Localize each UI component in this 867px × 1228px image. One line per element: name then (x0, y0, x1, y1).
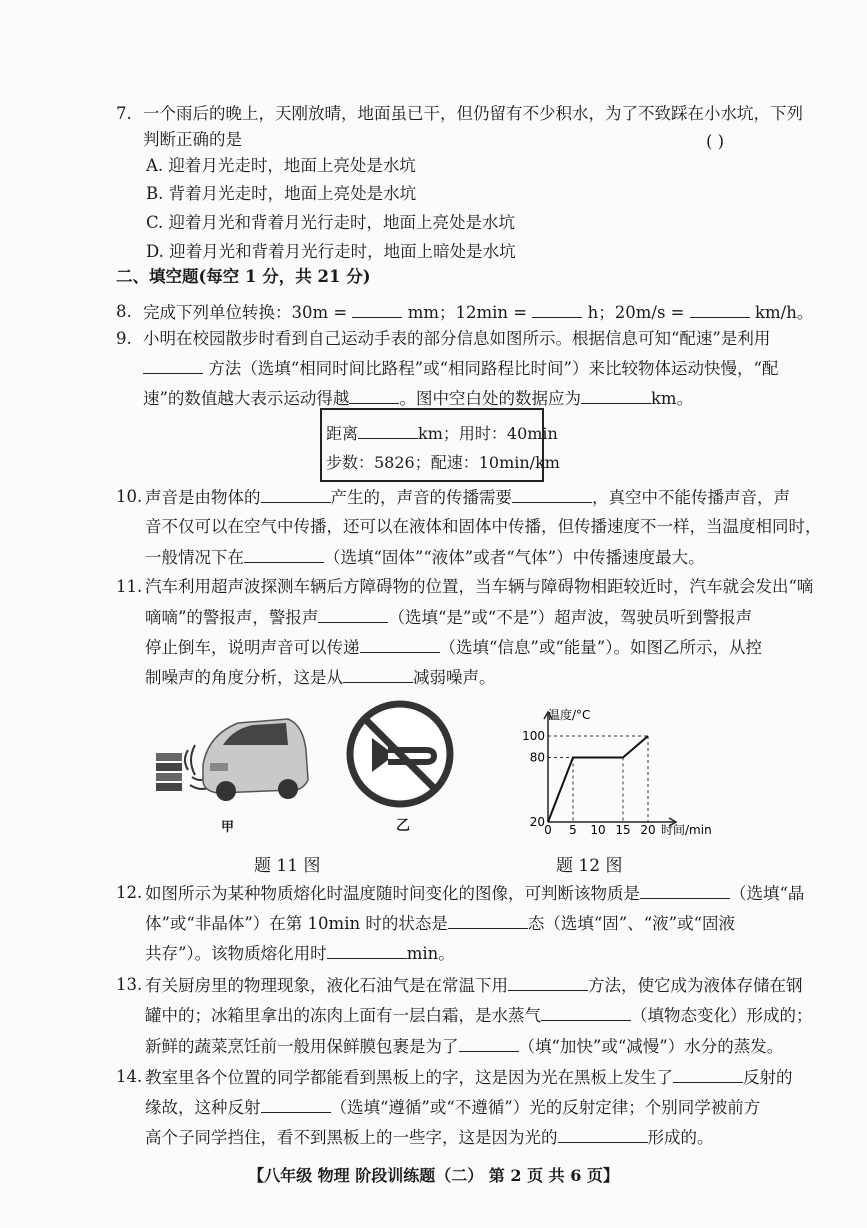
q11-line4-text-a: 制噪声的角度分析，这是从 (145, 668, 343, 687)
q9-line3-text-c: km。 (650, 389, 694, 408)
q11-line1: 汽车利用超声波探测车辆后方障碍物的位置，当车辆与障碍物相距较近时，汽车就会发出“嘀 (145, 577, 814, 596)
q10-number: 10. (116, 487, 143, 506)
q11-line3-text-b: （选填“信息”或“能量”）。如图乙所示，从控 (439, 638, 762, 657)
q9-line2-text: 方法（选填“相同时间比路程”或“相同路程比时间”）来比较物体运动快慢，“配 (208, 359, 779, 378)
q10-blank-state[interactable] (244, 546, 324, 563)
section-fill-in-title: 二、填空题(每空 1 分，共 21 分) (116, 267, 371, 286)
watch-info-row2: 步数：5826；配速：10min/km (326, 453, 560, 472)
chart-y-tick-label: 80 (529, 750, 545, 765)
q11-blank-info-energy[interactable] (360, 636, 440, 653)
figure-yi-label: 乙 (396, 818, 410, 834)
q9-blank-distance[interactable] (581, 387, 651, 404)
q10-line1-text-a: 声音是由物体的 (145, 488, 261, 507)
q13-line1-text-a: 有关厨房里的物理现象，液化石油气是在常温下用 (145, 976, 508, 995)
q11-line3 (145, 636, 762, 659)
q12-line2-text-b: 态（选填“固”、“液”或“固液 (527, 914, 736, 933)
q13-blank-phase-change[interactable] (541, 1004, 631, 1021)
chart-y-tick-label: 20 (529, 815, 545, 829)
q12-line1 (145, 882, 804, 905)
q8-part1: 完成下列单位转换：30m = (143, 303, 348, 322)
q12-number: 12. (116, 883, 143, 902)
q13-blank-evaporation[interactable] (459, 1035, 519, 1052)
q12-blank-crystal[interactable] (640, 882, 730, 899)
q10-line3 (145, 546, 705, 569)
chart-x-tick-label: 5 (569, 823, 577, 837)
q14-line3-text-b: 形成的。 (647, 1128, 714, 1147)
q7-stem-line2: 判断正确的是 (143, 130, 242, 149)
q9-line3 (143, 387, 693, 410)
chart-x-axis-label: 时间/min (661, 823, 712, 837)
q14-blank-light-property[interactable] (558, 1126, 648, 1143)
q9-number: 9. (116, 329, 132, 348)
q11-number: 11. (116, 577, 143, 596)
q7-stem-line1: 一个雨后的晚上，天刚放晴，地面虽已干，但仍留有不少积水，为了不致踩在小水坑，下列 (143, 104, 803, 123)
q8-blank-mm[interactable] (352, 301, 402, 318)
q13-line2-text-b: （填物态变化）形成的； (631, 1006, 813, 1025)
q7-number: 7. (116, 104, 132, 123)
q9-line3-text-a: 速”的数值越大表示运动得越 (143, 389, 350, 408)
q11-blank-ultrasonic[interactable] (318, 606, 388, 623)
q14-line1-text-a: 教室里各个位置的同学都能看到黑板上的字，这是因为光在黑板上发生了 (145, 1068, 673, 1087)
chart-x-tick-label: 20 (640, 823, 656, 837)
q9-line3-text-b: 。图中空白处的数据应为 (399, 389, 581, 408)
watch-info-box (320, 408, 560, 482)
q11-line4-text-b: 减弱噪声。 (413, 668, 496, 687)
q7-option-a: A. 迎着月光走时，地面上亮处是水坑 (146, 156, 416, 175)
q13-number: 13. (116, 975, 143, 994)
chart-y-axis-label: 温度/°C (548, 708, 591, 722)
obstacle-icon (156, 753, 182, 791)
q9-blank-method[interactable] (143, 357, 203, 374)
figure12-caption: 题 12 图 (556, 856, 623, 876)
q12-blank-state[interactable] (448, 912, 528, 929)
q12-line3 (145, 942, 455, 965)
q13-blank-method[interactable] (508, 974, 588, 991)
q10-line2: 音不仅可以在空气中传播，还可以在液体和固体中传播，但传播速度不一样，当温度相同时， (145, 517, 822, 536)
q10-line1-text-b: 产生的，声音的传播需要 (330, 488, 512, 507)
q13-line1-text-b: 方法，使它成为液体存储在钢 (588, 976, 803, 995)
chart-x-tick-label: 15 (615, 823, 631, 837)
car-icon (203, 719, 308, 801)
q8-blank-h[interactable] (532, 301, 582, 318)
q12-line3-text-b: min。 (406, 944, 455, 963)
q13-line3 (145, 1035, 783, 1058)
q8-part3: h；20m/s = (587, 303, 685, 322)
car-sensor-illustration (148, 705, 318, 815)
q10-line3-text-b: （选填“固体”“液体”或者“气体”）中传播速度最大。 (324, 548, 705, 567)
q13-line2 (145, 1004, 813, 1027)
q9-line1: 小明在校园散步时看到自己运动手表的部分信息如图所示。根据信息可知“配速”是利用 (143, 329, 771, 348)
q8-text (143, 301, 813, 324)
q13-line3-text-a: 新鲜的蔬菜烹饪前一般用保鲜膜包裹是为了 (145, 1037, 459, 1056)
q13-line3-text-b: （填“加快”或“减慢”）水分的蒸发。 (518, 1037, 784, 1056)
q10-line1-text-c: ，真空中不能传播声音，声 (592, 488, 790, 507)
q9-blank-speed[interactable] (349, 387, 399, 404)
q11-line2-text-b: （选填“是”或“不是”）超声波，驾驶员听到警报声 (388, 608, 753, 627)
chart-x-tick-label: 0 (544, 823, 552, 837)
page-footer: 【八年级 物理 阶段训练题（二） 第 2 页 共 6 页】 (248, 1166, 619, 1185)
chart-series-line (548, 736, 648, 822)
q11-blank-noise[interactable] (343, 666, 413, 683)
q14-line1-text-b: 反射的 (743, 1068, 793, 1087)
q13-line2-text-a: 罐中的；冰箱里拿出的冻肉上面有一层白霜，是水蒸气 (145, 1006, 541, 1025)
q14-blank-follow-law[interactable] (261, 1096, 331, 1113)
figure11-caption: 题 11 图 (254, 856, 321, 876)
q12-line3-text-a: 共存”）。该物质熔化用时 (145, 944, 327, 963)
q10-line1 (145, 486, 790, 509)
q14-line2 (145, 1096, 760, 1119)
watch-info-row1 (326, 422, 558, 445)
q11-line2 (145, 606, 752, 629)
q8-number: 8. (116, 302, 132, 321)
q12-blank-duration[interactable] (327, 942, 407, 959)
q12-line1-text-b: （选填“晶 (730, 884, 805, 903)
q9-line2 (143, 357, 778, 380)
temperature-time-chart (520, 700, 720, 845)
q14-line2-text-b: （选填“遵循”或“不遵循”）光的反射定律；个别同学被前方 (330, 1098, 761, 1117)
q11-line4 (145, 666, 496, 689)
q10-blank-medium[interactable] (512, 486, 592, 503)
q11-line2-text-a: 嘀嘀”的警报声，警报声 (145, 608, 319, 627)
chart-y-tick-label: 100 (522, 729, 545, 743)
no-horn-sign (342, 700, 458, 808)
q8-part4: km/h。 (755, 303, 814, 322)
q12-line2 (145, 912, 735, 935)
q7-option-b: B. 背着月光走时，地面上亮处是水坑 (146, 184, 417, 203)
chart-x-tick-label: 10 (590, 823, 606, 837)
figure-jia-label: 甲 (221, 820, 235, 835)
q7-option-c: C. 迎着月光和背着月光行走时，地面上亮处是水坑 (146, 213, 516, 232)
watch-distance-blank[interactable] (358, 422, 418, 439)
q12-line1-text-a: 如图所示为某种物质熔化时温度随时间变化的图像，可判断该物质是 (145, 884, 640, 903)
q13-line1 (145, 974, 803, 997)
q7-answer-bracket: ( ) (706, 132, 725, 151)
q14-line2-text-a: 缘故，这种反射 (145, 1098, 261, 1117)
watch-distance-label: 距离 (326, 424, 359, 443)
q14-line3 (145, 1126, 714, 1149)
q8-blank-kmh[interactable] (690, 301, 750, 318)
q14-line3-text-a: 高个子同学挡住，看不到黑板上的一些字，这是因为光的 (145, 1128, 558, 1147)
q10-line3-text-a: 一般情况下在 (145, 548, 244, 567)
watch-time-label: km；用时：40min (418, 424, 558, 443)
q7-option-d: D. 迎着月光和背着月光行走时，地面上暗处是水坑 (146, 242, 516, 261)
q14-number: 14. (116, 1067, 143, 1086)
q14-blank-reflection[interactable] (673, 1066, 743, 1083)
q14-line1 (145, 1066, 793, 1089)
q10-blank-vibration[interactable] (261, 486, 331, 503)
q8-part2: mm；12min = (407, 303, 528, 322)
q12-line2-text-a: 体”或“非晶体”）在第 10min 时的状态是 (145, 914, 448, 933)
q11-line3-text-a: 停止倒车，说明声音可以传递 (145, 638, 360, 657)
